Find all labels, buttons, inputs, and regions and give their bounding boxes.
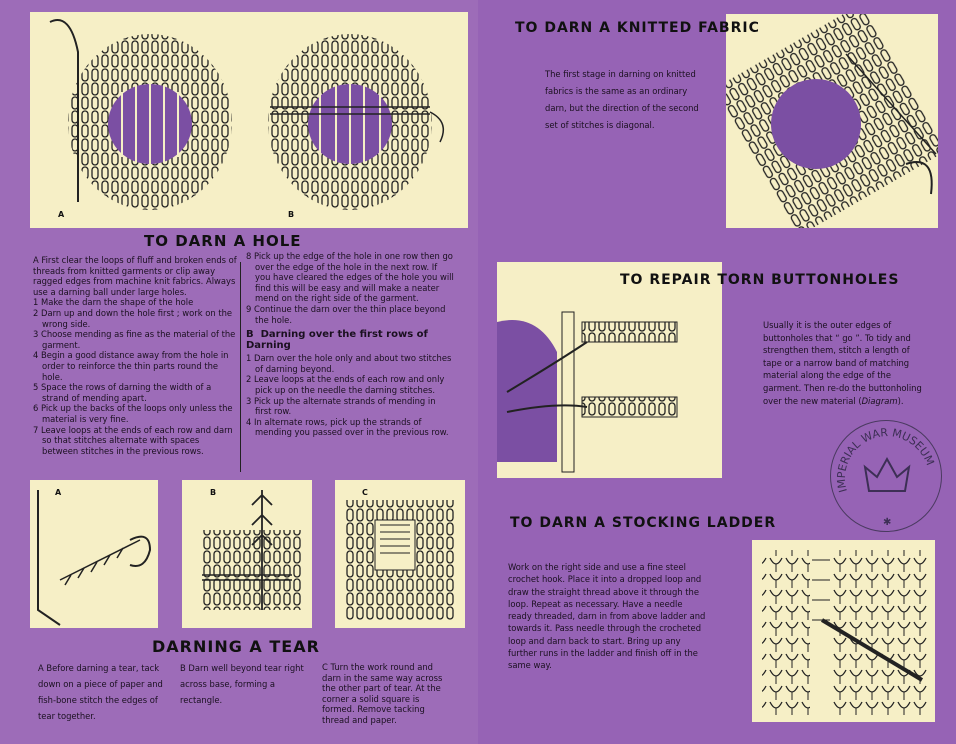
- tear-step-c: C Turn the work round and darn in the same way across the other part of tear. At the corner a solid square is formed. Remove tacking thread and paper.: [322, 662, 443, 725]
- darning-tear-title: DARNING A TEAR: [152, 637, 320, 656]
- crown-icon: [865, 459, 909, 491]
- tear-illustration-b: [182, 480, 312, 628]
- column-divider: [240, 262, 241, 472]
- stocking-ladder-illustration: [752, 540, 935, 722]
- step-5: 5 Space the rows of darning the width of a strand of mending apart.: [33, 382, 212, 403]
- b-step-1: 1 Darn over the hole only and about two stitches of darning beyond.: [246, 353, 452, 374]
- stamp-text: IMPERIAL WAR MUSEUM: [834, 426, 937, 494]
- step-9: 9 Continue the darn over the thin place beyond the hole.: [246, 303, 446, 325]
- darn-hole-title: TO DARN A HOLE: [144, 232, 302, 250]
- step-2: 2 Darn up and down the hole first ; work on the wrong side.: [33, 307, 233, 329]
- knitted-fabric-illustration: [726, 14, 938, 228]
- tear-label-c: C: [362, 488, 368, 497]
- section-b-heading: [246, 329, 454, 351]
- b-step-4: 4 In alternate rows, pick up the strands of mending you passed over in the previous row.: [246, 416, 449, 438]
- tear-label-a: A: [55, 488, 62, 497]
- buttonholes-title: TO REPAIR TORN BUTTONHOLES: [620, 272, 900, 288]
- stocking-ladder-title: TO DARN A STOCKING LADDER: [510, 515, 777, 531]
- knitted-fabric-title: TO DARN A KNITTED FABRIC: [515, 20, 760, 36]
- darn-hole-col2: [246, 251, 454, 438]
- buttonhole-illustration: [497, 262, 722, 478]
- buttonholes-text-end: ).: [897, 395, 904, 406]
- b-step-2: 2 Leave loops at the ends of each row and only pick up on the needle the darning stitches.: [246, 374, 445, 395]
- step-1: 1 Make the darn the shape of the hole: [33, 297, 194, 308]
- figure-label-a: A: [58, 210, 65, 219]
- step-4: 4 Begin a good distance away from the hole in order to reinforce the thin parts round the hole.: [33, 350, 229, 382]
- tear-step-b: B Darn well beyond tear right across base, forming a rectangle.: [180, 663, 304, 705]
- knitted-fabric-text: The first stage in darning on knitted fabrics is the same as an ordinary darn, but the direction of the second set of stitches is diagonal.: [545, 69, 699, 130]
- b-step-3: 3 Pick up the alternate strands of mending in first row.: [246, 395, 436, 417]
- intro-step: A First clear the loops of fluff and broken ends of threads from knitted garments or clip away ragged edges from machine knit fabrics. Always use a darning ball under large holes.: [33, 255, 237, 297]
- tear-illustration-c: [335, 480, 465, 628]
- step-8: 8 Pick up the edge of the hole in one row then go over the edge of the hole in the next row. If you have cleared the edges of the hole you will find this will be easy and will make a neater mend on the right side of the garment.: [246, 251, 454, 304]
- stocking-ladder-text: Work on the right side and use a fine steel crochet hook. Place it into a dropped loop and draw the straight thread above it through the loop. Repeat as necessary. Have a needle ready threaded, darn in from above ladder and towards it. Pass needle through the crocheted loop and darn back to start. Bring up any further runs in the ladder and finish off in the same way.: [508, 562, 706, 671]
- darn-hole-col1: [33, 255, 237, 456]
- svg-text:✱: ✱: [883, 517, 892, 528]
- diagram-reference: Diagram: [861, 395, 898, 406]
- buttonholes-text: [763, 319, 925, 407]
- imperial-war-museum-stamp: [830, 420, 942, 532]
- step-6: 6 Pick up the backs of the loops only unless the material is very fine.: [33, 403, 233, 424]
- step-7: 7 Leave loops at the ends of each row and darn so that stitches alternate with spaces between stitches in the previous rows.: [33, 424, 233, 456]
- figure-label-b: B: [288, 210, 295, 219]
- step-3: 3 Choose mending as fine as the material of the garment.: [33, 329, 236, 350]
- section-b-letter: B: [246, 329, 254, 341]
- tear-step-a: A Before darning a tear, tack down on a piece of paper and fish-bone stitch the edges of tear together.: [38, 663, 163, 721]
- buttonholes-text-body: Usually it is the outer edges of buttonholes that “ go ”. To tidy and strengthen them, stitch a length of tape or a narrow band of matching material along the edge of the garment. Then re-do the buttonholing over the new material (: [763, 320, 922, 406]
- tear-label-b: B: [210, 488, 217, 497]
- section-b-title: Darning over the first rows of Darning: [246, 329, 428, 352]
- darn-hole-illustration: [30, 12, 468, 228]
- tear-illustration-a: [30, 480, 158, 628]
